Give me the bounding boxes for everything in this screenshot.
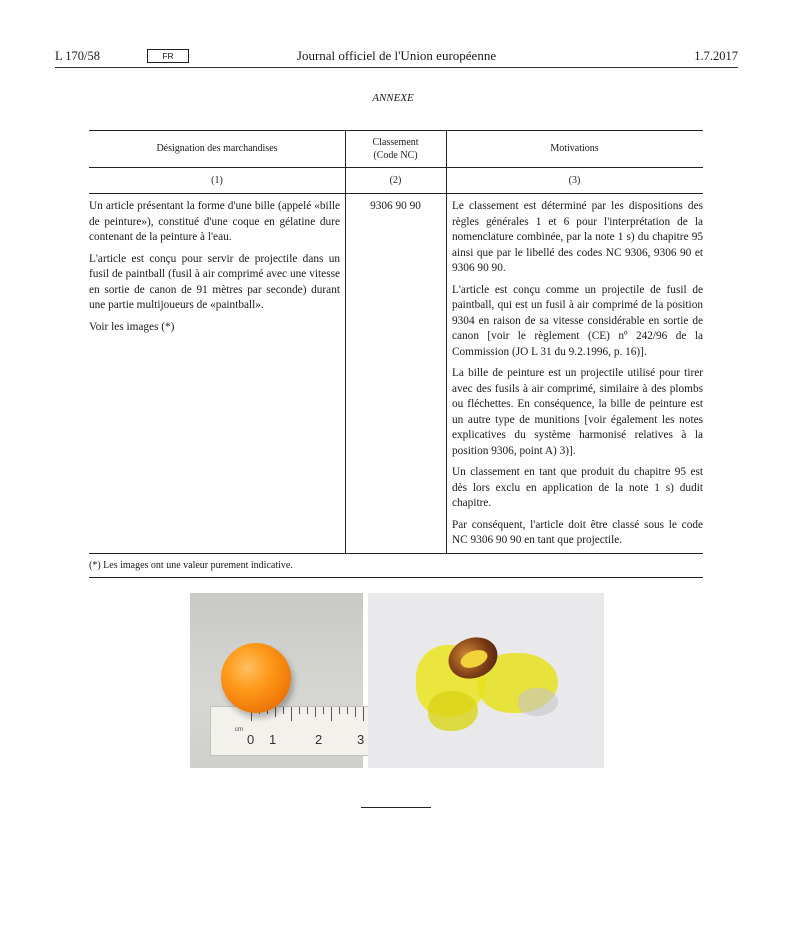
paintball-icon — [221, 643, 291, 713]
ruler-unit: cm — [235, 727, 243, 733]
paint-residue — [518, 688, 558, 716]
classification-reasons — [452, 199, 703, 555]
ruler-number: 1 — [269, 732, 277, 747]
ruler-tick — [331, 707, 332, 721]
journal-reference: L 170/58 — [55, 49, 101, 63]
ruler-number: 2 — [315, 732, 323, 747]
ruler-tick — [307, 707, 308, 714]
ruler-tick — [299, 707, 300, 714]
column-header-classification — [345, 136, 446, 162]
ruler-tick — [355, 707, 356, 717]
ruler-number: 0 — [247, 732, 255, 747]
column-divider-2 — [446, 130, 447, 553]
ruler — [210, 706, 372, 756]
reason-paragraph: Le classement est déterminé par les dispositions des règles générales 1 et 6 pour l'interprétation de la nomenclature combinée, par la note 1 s) du chapitre 95 ainsi que par le libellé des codes NC 9306, 9306 90 et 9306 90 90. — [452, 200, 703, 274]
reason-paragraph: Par conséquent, l'article doit être classé sous le code NC 9306 90 90 en tant que projectile. — [452, 518, 703, 546]
column-header-reasons: Motivations — [550, 143, 599, 154]
description-paragraph: Voir les images (*) — [89, 320, 175, 333]
description-paragraph: L'article est conçu pour servir de projectile dans un fusil de paintball (fusil à air comprimé avec une vitesse en sortie de canon de 91 mètres par seconde) durant une partie multijoueurs de «paintball». — [89, 252, 340, 311]
column-header-designation: Désignation des marchandises — [156, 143, 278, 154]
paintball-photo — [190, 593, 363, 768]
ruler-tick — [283, 707, 284, 714]
column-number-2: (2) — [389, 175, 402, 186]
end-of-document-rule — [361, 807, 431, 808]
numbers-bottom-rule — [89, 193, 703, 194]
footnote: (*) Les images ont une valeur purement indicative. — [89, 560, 293, 571]
ruler-tick — [275, 707, 276, 717]
paint-splash — [428, 691, 478, 731]
reason-paragraph: Un classement en tant que produit du chapitre 95 est dès lors exclu en application de la note 1 s) dudit chapitre. — [452, 466, 703, 509]
ruler-tick — [315, 707, 316, 717]
column-number-1: (1) — [211, 175, 223, 186]
journal-title: Journal officiel de l'Union européenne — [296, 48, 497, 63]
ruler-tick — [323, 707, 324, 714]
ruler-tick — [339, 707, 340, 714]
burst-paintball-photo — [368, 593, 604, 768]
goods-description — [89, 199, 340, 341]
cn-code: 9306 90 90 — [370, 200, 421, 212]
ruler-tick — [347, 707, 348, 714]
header-bottom-rule — [89, 167, 703, 168]
language-badge: FR — [147, 49, 189, 63]
ruler-number: 3 — [357, 732, 365, 747]
column-header-classification-line1: Classement — [372, 137, 419, 148]
column-number-3: (3) — [568, 175, 581, 186]
reason-paragraph: L'article est conçu comme un projectile de fusil de paintball, qui est un fusil à air comprimé de la position 9304 en raison de sa vitesse considérable en sortie de canon [voir le règlement (CE) nº 242/96 de la Commission (JO L 31 du 9.2.1996, p. 16)]. — [452, 283, 703, 358]
page-header — [55, 47, 738, 67]
column-header-classification-line2: (Code NC) — [373, 150, 418, 161]
header-divider — [55, 67, 738, 68]
annex-title: ANNEXE — [372, 92, 414, 104]
footnote-rule — [89, 577, 703, 578]
publication-date: 1.7.2017 — [694, 49, 738, 63]
ruler-tick — [363, 707, 364, 721]
description-paragraph: Un article présentant la forme d'une bille (appelé «bille de peinture»), constitué d'une coque en gélatine dure contenant de la peinture à l'eau. — [89, 200, 340, 243]
ruler-tick — [291, 707, 292, 721]
table-top-rule — [89, 130, 703, 131]
reason-paragraph: La bille de peinture est un projectile utilisé pour tirer avec des fusils à air comprimé, similaire à des plombs ou fléchettes. En conséquence, la bille de peinture est un autre type de munitions [voir également les notes explicatives du système harmonisé relatives à la position 9306, point A) 3)]. — [452, 367, 703, 457]
column-divider-1 — [345, 130, 346, 553]
